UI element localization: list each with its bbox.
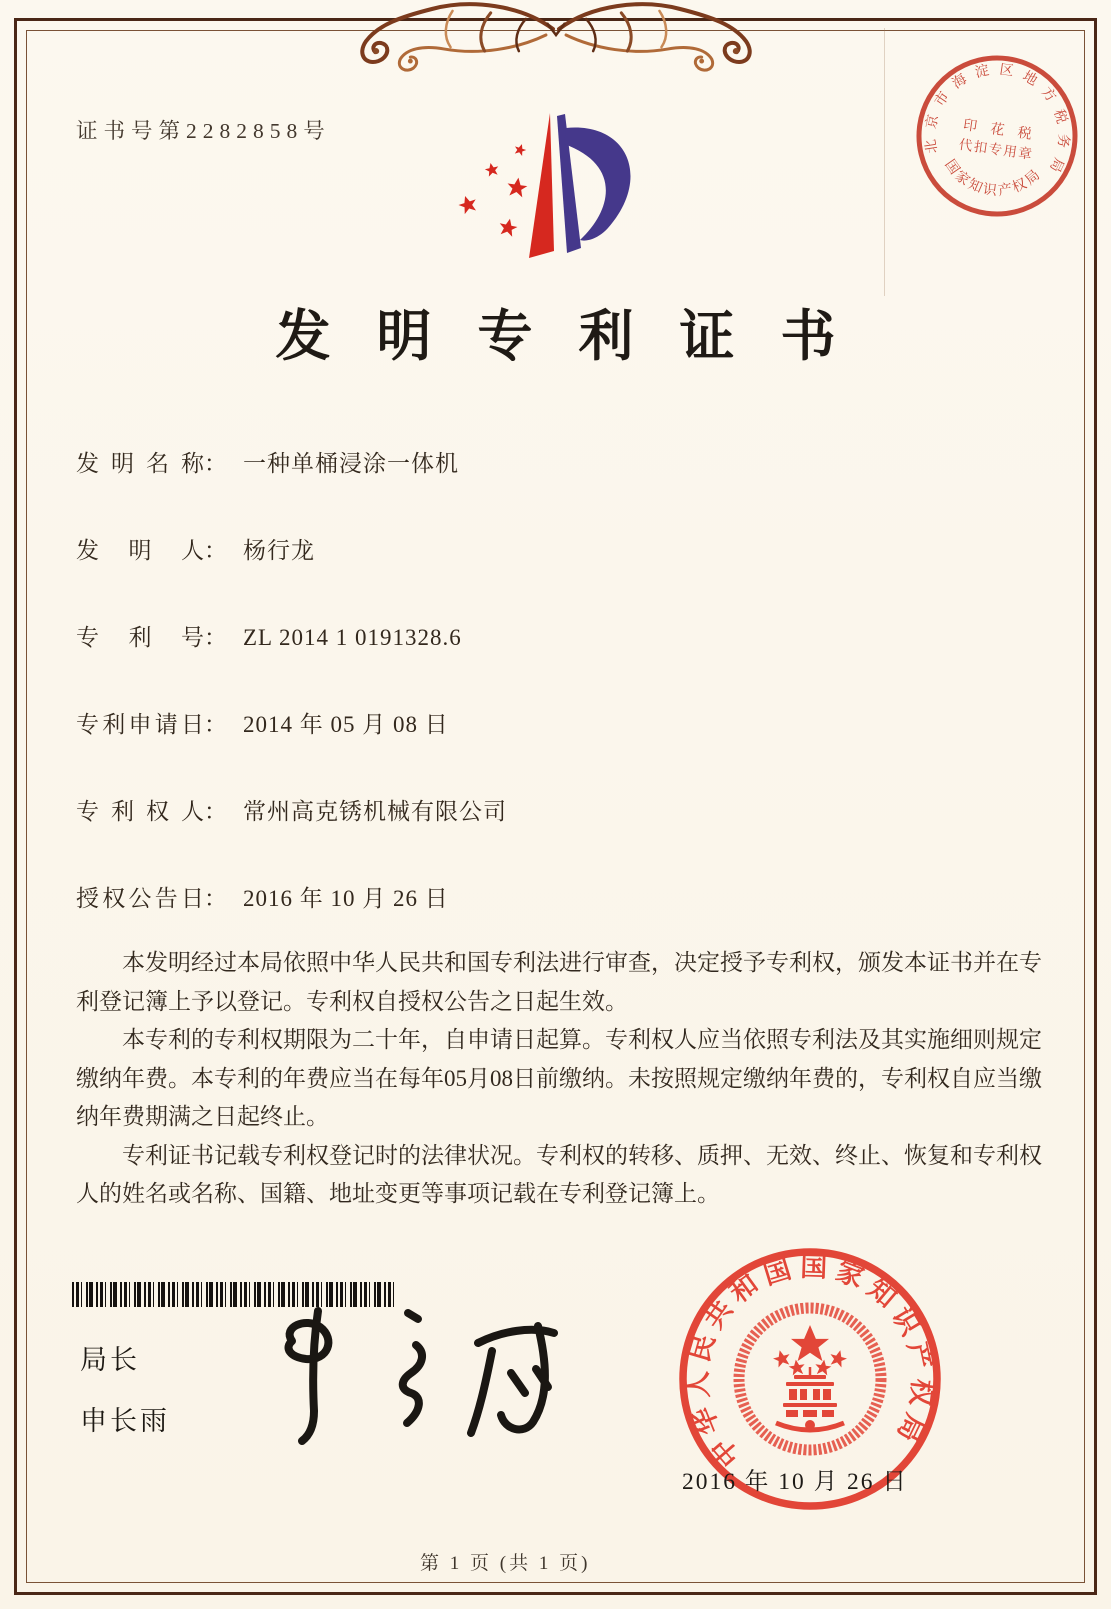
tax-stamp-center-line1: 印 花 税 xyxy=(962,118,1038,144)
svg-text:国家知识产权局 xyxy=(938,155,1045,206)
signature-handwriting xyxy=(240,1293,585,1461)
field-label: 授权公告日 xyxy=(76,886,204,911)
tax-stamp-seal xyxy=(912,51,1082,221)
field-patentee xyxy=(76,796,1016,827)
field-grant-date xyxy=(76,883,1016,914)
tax-stamp-center-line2: 代扣专用章 xyxy=(957,136,1035,163)
field-value: 2014 年 05 月 08 日 xyxy=(243,712,449,737)
field-filing-date xyxy=(76,709,1016,740)
scan-crease-line xyxy=(884,28,885,296)
officer-block xyxy=(80,1338,170,1438)
page-number-footer: 第 1 页 (共 1 页) xyxy=(420,1553,591,1574)
field-label: 专利申请日 xyxy=(76,712,204,737)
field-label: 专利权人 xyxy=(76,799,204,824)
logo-stars xyxy=(456,142,528,237)
field-value: 常州高克锈机械有限公司 xyxy=(243,799,507,824)
field-label: 发明人 xyxy=(76,538,204,563)
tax-stamp-arc-bottom-text: 国家知识产权局 xyxy=(941,157,1044,200)
legal-paragraph-1: 本发明经过本局依照中华人民共和国专利法进行审查，决定授予专利权，颁发本证书并在专利登记簿上予以登记。专利权自授权公告之日起生效。 xyxy=(76,950,1042,1014)
field-invention-name xyxy=(76,448,1016,479)
field-inventor xyxy=(76,535,1016,566)
officer-name: 申长雨 xyxy=(80,1406,170,1436)
field-value: ZL 2014 1 0191328.6 xyxy=(243,625,462,650)
certificate-title: 发明专利证书 xyxy=(275,306,882,367)
field-value: 一种单桶浸涂一体机 xyxy=(243,451,459,476)
seal-ring-text: 中华人民共和国国家知识产权局 xyxy=(682,1251,938,1473)
tax-stamp-arc-top-text: 北京市海淀区地方税务局 xyxy=(923,62,1071,175)
legal-paragraph-3: 专利证书记载专利权登记时的法律状况。专利权的转移、质押、无效、终止、恢复和专利权人的姓名或名称、国籍、地址变更等事项记载在专利登记簿上。 xyxy=(76,1142,1042,1206)
legal-paragraph-2: 本专利的专利权期限为二十年，自申请日起算。专利权人应当依照专利法及其实施细则规定缴纳年费。本专利的年费应当在每年05月08日前缴纳。未按照规定缴纳年费的，专利权自应当缴纳年费期满之日起终止。 xyxy=(76,1027,1042,1129)
field-label: 发明名称 xyxy=(76,451,204,476)
field-colon: ： xyxy=(204,886,227,911)
seal-date: 2016 年 10 月 26 日 xyxy=(682,1469,908,1495)
field-label: 专利号 xyxy=(76,625,204,650)
legal-text-block xyxy=(76,944,1042,1214)
top-flourish-ornament xyxy=(340,0,772,72)
logo-red-wedge xyxy=(529,113,554,258)
certificate-number: 证书号第2282858号 xyxy=(76,119,331,143)
officer-title: 局长 xyxy=(80,1345,140,1375)
cnipa-logo-icon xyxy=(450,100,660,270)
field-colon: ： xyxy=(204,712,227,737)
field-colon: ： xyxy=(204,538,227,563)
seal-national-emblem xyxy=(771,1325,848,1430)
field-colon: ： xyxy=(204,451,227,476)
field-value: 2016 年 10 月 26 日 xyxy=(243,886,449,911)
field-colon: ： xyxy=(204,799,227,824)
field-colon: ： xyxy=(204,625,227,650)
field-list xyxy=(76,448,1016,970)
field-patent-number xyxy=(76,622,1016,653)
field-value: 杨行龙 xyxy=(243,538,315,563)
